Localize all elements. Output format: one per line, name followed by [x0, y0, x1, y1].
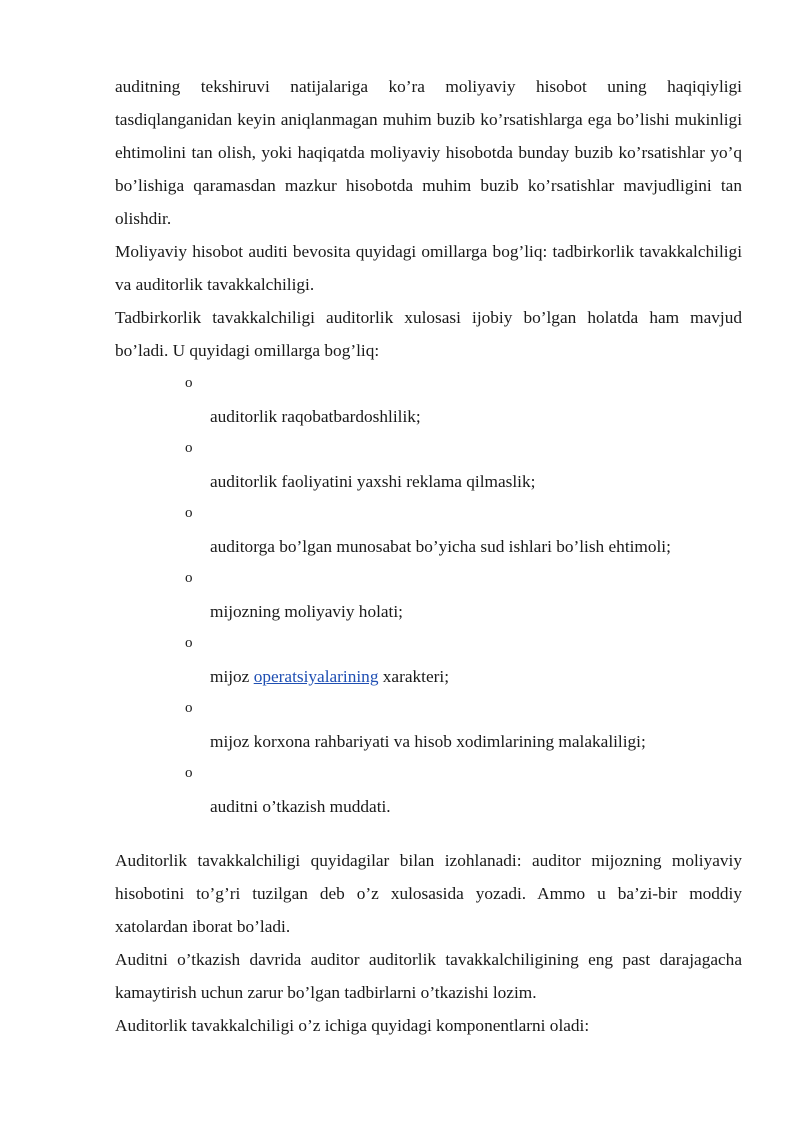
list-item-text: auditorlik faoliyatini yaxshi reklama qilmaslik;	[210, 472, 536, 491]
bullet-circle-icon: o	[185, 700, 193, 716]
paragraph-business-risk-intro: Tadbirkorlik tavakkalchiligi auditorlik xulosasi ijobiy bo’lgan holatda ham mavjud bo’ladi. U quyidagi omillarga bog’liq:	[115, 308, 742, 360]
list-item	[115, 367, 742, 432]
bullet-circle-icon: o	[185, 440, 193, 456]
list-item-text: mijoz korxona rahbariyati va hisob xodimlarining malakaliligi;	[210, 732, 646, 751]
paragraph-audit-risk-definition: auditning tekshiruvi natijalariga ko’ra moliyaviy hisobot uning haqiqiyligi tasdiqlanganidan keyin aniqlanmagan muhim buzib ko’rsatishlarga ega bo’lishi mukinligi ehtimolini tan olish, yoki haqiqatda moliyaviy hisobotda bunday buzib ko’rsatishlar yo’q bo’lishiga qaramasdan mazkur hisobotda muhim buzib ko’rsatishlar mavjudligini tan olishdir.	[115, 77, 742, 228]
list-item-text: auditorga bo’lgan munosabat bo’yicha sud ishlari bo’lish ehtimoli;	[210, 537, 671, 556]
list-item	[115, 627, 742, 692]
paragraph-financial-audit-factors: Moliyaviy hisobot auditi bevosita quyidagi omillarga bog’liq: tadbirkorlik tavakkalchiligi va auditorlik tavakkalchiligi.	[115, 242, 742, 294]
list-item	[115, 757, 742, 822]
list-item-text: auditorlik raqobatbardoshlilik;	[210, 407, 421, 426]
paragraph-audit-risk-explained: Auditorlik tavakkalchiligi quyidagilar bilan izohlanadi: auditor mijozning moliyaviy hisobotini to’g’ri tuzilgan deb o’z xulosasida yozadi. Ammo u ba’zi-bir moddiy xatolardan iborat bo’ladi.	[115, 851, 742, 936]
bullet-circle-icon: o	[185, 375, 193, 391]
list-item-text-before-link: mijoz	[210, 667, 254, 686]
list-item	[115, 432, 742, 497]
bullet-circle-icon: o	[185, 570, 193, 586]
paragraph-audit-risk-reduction: Auditni o’tkazish davrida auditor auditorlik tavakkalchiligining eng past darajagacha kamaytirish uchun zarur bo’lgan tadbirlarni o’tkazishi lozim.	[115, 950, 742, 1002]
list-item	[115, 692, 742, 757]
bullet-circle-icon: o	[185, 635, 193, 651]
operatsiyalarining-link[interactable]: operatsiyalarining	[253, 667, 379, 686]
list-item	[115, 497, 742, 562]
list-item-text: auditni o’tkazish muddati.	[210, 797, 391, 816]
list-item-text: mijozning moliyaviy holati;	[210, 602, 403, 621]
list-item-text-after-link: xarakteri;	[378, 667, 449, 686]
business-risk-factor-list	[115, 367, 742, 822]
document-page	[115, 70, 742, 1042]
list-item	[115, 562, 742, 627]
bullet-circle-icon: o	[185, 505, 193, 521]
bullet-circle-icon: o	[185, 765, 193, 781]
list-item-text	[210, 660, 449, 693]
paragraph-audit-risk-components-intro: Auditorlik tavakkalchiligi o’z ichiga quyidagi komponentlarni oladi:	[115, 1016, 590, 1035]
